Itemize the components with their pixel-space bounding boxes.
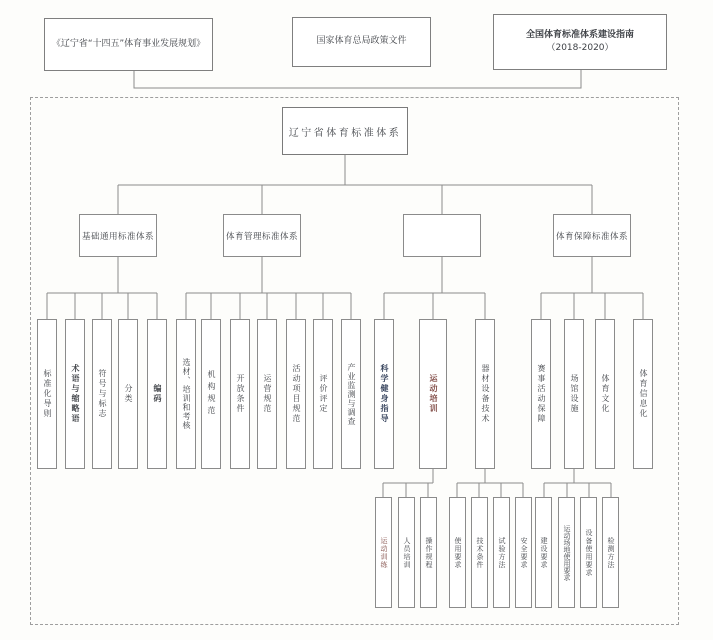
node-standardization-guidelines: 标准化导则 [37,319,57,469]
node-terminology-abbreviations: 术语与缩略语 [65,319,85,469]
node-activity-program-norms: 活动项目规范 [286,319,306,469]
leaf-test-methods: 试验方法 [493,497,510,608]
leaf-technical-conditions: 技术条件 [471,497,488,608]
node-sports-informatization: 体育信息化 [633,319,653,469]
node-selection-training-assessment: 选材、培训和考核 [176,319,196,469]
policy-box-national-guide [493,14,667,70]
branch-box-sport-management: 体育管理标准体系 [223,214,301,257]
node-equipment-technology: 器材设备技术 [475,319,495,469]
node-symbols-signs: 符号与标志 [92,319,112,469]
branch-box-sport-support: 体育保障标准体系 [553,214,631,257]
leaf-usage-requirements: 使用要求 [449,497,466,608]
node-coding: 编码 [147,319,167,469]
node-event-activity-support: 赛事活动保障 [531,319,551,469]
policy-box-national-admin: 国家体育总局政策文件 [292,17,431,67]
node-scientific-fitness-guidance: 科学健身指导 [374,319,394,469]
node-venue-facilities: 场馆设施 [564,319,584,469]
leaf-operation-procedures: 操作规程 [420,497,437,608]
leaf-construction-requirements: 建设要求 [535,497,552,608]
branch-box-sport-service-faded [403,214,481,257]
policy-box-liaoning-plan: 《辽宁省“十四五”体育事业发展规划》 [44,18,213,71]
node-opening-conditions: 开放条件 [230,319,250,469]
leaf-athletic-training: 运动训练 [375,497,392,608]
node-sports-culture: 体育文化 [595,319,615,469]
leaf-inspection-methods: 检测方法 [602,497,619,608]
leaf-equipment-usage-requirements: 设备使用要求 [580,497,597,608]
guide-title: 全国体育标准体系建设指南 [525,29,634,40]
leaf-safety-requirements: 安全要求 [515,497,532,608]
leaf-personnel-training: 人员培训 [398,497,415,608]
node-industry-monitoring-survey: 产业监测与调查 [341,319,361,469]
node-institution-norms: 机构规范 [201,319,221,469]
leaf-sports-field-usage-requirements: 运动场地使用要求 [558,497,575,608]
guide-years: （2018-2020） [546,43,614,53]
node-evaluation-rating: 评价评定 [313,319,333,469]
node-sports-training: 运动培训 [419,319,447,469]
node-classification: 分类 [118,319,138,469]
faded-text-remnant [412,232,471,239]
node-operation-norms: 运营规范 [257,319,277,469]
root-box-liaoning-sport-standard-system: 辽宁省体育标准体系 [282,107,408,155]
branch-box-basic-general: 基础通用标准体系 [79,214,157,257]
